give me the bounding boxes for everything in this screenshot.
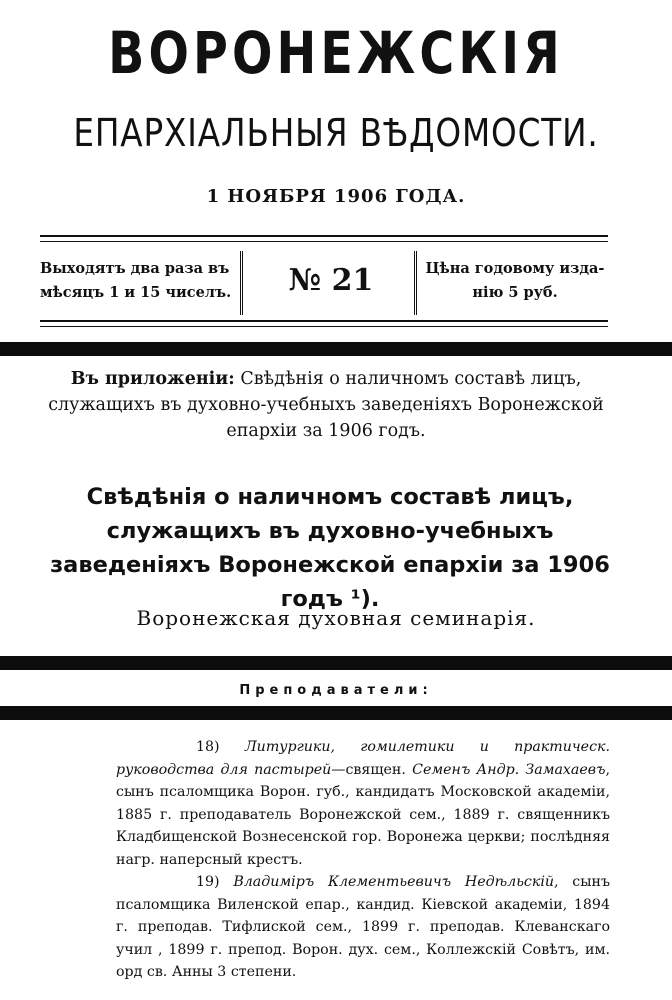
newspaper-title: ВОРОНЕЖСКІЯ xyxy=(108,19,564,87)
issue-info-row xyxy=(40,249,608,317)
price-line-2: нію 5 руб. xyxy=(472,284,558,301)
entry-number: 18) xyxy=(196,739,220,755)
top-rule xyxy=(40,235,608,242)
entry-19 xyxy=(116,871,610,984)
frequency-line-2: мѣсяцъ 1 и 15 чиселъ. xyxy=(40,284,232,301)
issue-date: 1 НОЯБРЯ 1906 ГОДА. xyxy=(206,186,466,207)
article-heading: Свѣдѣнія о наличномъ составѣ лицъ, служащихъ въ духовно-учебныхъ заведеніяхъ Воронежской епархіи за 1906 годъ ¹). xyxy=(50,484,610,612)
entry-number: 19) xyxy=(196,874,220,890)
price-line-1: Цѣна годовому изда- xyxy=(425,260,605,277)
supplement-label: Въ приложеніи: xyxy=(70,369,235,389)
black-band-2 xyxy=(0,656,672,670)
entry-person-name: Владиміръ Клементьевичъ Недѣльскій xyxy=(233,874,555,890)
entry-18 xyxy=(116,736,610,871)
entry-person-name: Семенъ Андр. Замахаевъ xyxy=(412,761,606,778)
newspaper-subtitle: ЕПАРХІАЛЬНЫЯ ВѢДОМОСТИ. xyxy=(73,111,599,155)
article-body xyxy=(116,736,610,984)
black-band-1 xyxy=(0,342,672,356)
black-band-3 xyxy=(0,706,672,720)
entry-role: —священ. xyxy=(331,761,406,778)
divider-left xyxy=(240,251,243,315)
supplement-note xyxy=(40,366,612,444)
section-title: Преподаватели: xyxy=(239,683,433,698)
entry-subject: Литургики, гомилетики и практическ. руководства для пастырей xyxy=(116,739,611,778)
supplement-text: Свѣдѣнія о наличномъ составѣ лицъ, служащихъ въ духовно-учебныхъ заведеніяхъ Воронежской епархіи за 1906 годъ. xyxy=(48,369,604,441)
entry-biography: , сынъ псаломщика Виленской епар., кандид. Кіевской академіи, 1894 г. преподав. Тифлиской сем., 1899 г. преподав. Клеванскаго учил , 1899 г. препод. Ворон. дух. сем., Коллежскій Совѣтъ, им. орд св. Анны 3 степени. xyxy=(116,874,610,980)
frequency-line-1: Выходятъ два раза въ xyxy=(40,260,230,277)
entry-biography: , сынъ псаломщика Ворон. губ., кандидатъ Московской академіи, 1885 г. преподаватель Воронежской сем., 1889 г. священникъ Кладбищенской Вознесенской гор. Воронежа церкви; послѣдняя нагр. наперсный крестъ. xyxy=(116,761,611,868)
issue-number: № 21 xyxy=(288,263,374,298)
divider-right xyxy=(414,251,417,315)
price-note xyxy=(420,257,610,305)
frequency-note xyxy=(40,257,238,305)
institution-title: Воронежская духовная семинарія. xyxy=(136,606,536,630)
bottom-rule xyxy=(40,320,608,327)
